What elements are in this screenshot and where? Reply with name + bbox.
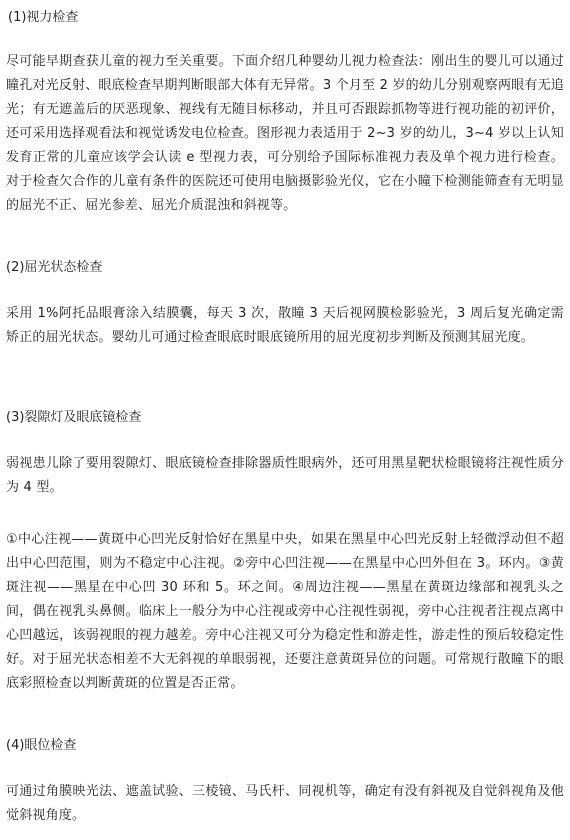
section-heading-slitlamp: (3)裂隙灯及眼底镜检查 [6,410,142,425]
paragraph-refraction: 采用 1%阿托品眼膏涂入结膜囊，每天 3 次，散瞳 3 天后视网膜检影验光，3 周后复光确定需矫正的屈光状态。婴幼儿可通过检查眼底时眼底镜所用的屈光度初步判断及预测其屈光度。 [6,306,564,345]
section-heading-refraction: (2)屈光状态检查 [6,260,103,275]
paragraph-vision: 尽可能早期查获儿童的视力至关重要。下面介绍几种婴幼儿视力检查法：刚出生的婴儿可以通过瞳孔对光反射、眼底检查早期判断眼部大体有无异常。3 个月至 2 岁的幼儿分别观察两眼有无追光；有无遮盖后的厌恶现象、视线有无随目标移动，并且可否跟踪抓物等进行视功能的初评价，还可采用选择观看法和视觉诱发电位检查。图形视力表适用于 2~3 岁的幼儿，3~4 岁以上认知发育正常的儿童应该学会认读 e 型视力表，可分别给予国际标准视力表及单个视力进行检查。对于检查欠合作的儿童有条件的医院还可使用电脑摄影验光仪，它在小瞳下检测能筛查有无明显的屈光不正、屈光参差、屈光介质混浊和斜视等。 [6,54,564,213]
paragraph-eye-position: 可通过角膜映光法、遮盖试验、三棱镜、马氏杆、同视机等，确定有没有斜视及自觉斜视角及他觉斜视角度。 [6,784,564,823]
paragraph-fixation-types: ①中心注视——黄斑中心凹光反射恰好在黑星中央，如果在黑星中心凹光反射上轻微浮动但不超出中心凹范围，则为不稳定中心注视。②旁中心凹注视——在黑星中心凹外但在 3。环内。③黄斑注视——黑星在中心凹 30 环和 5。环之间。④周边注视——黑星在黄斑边缘部和视乳头之间，偶在视乳头鼻侧。临床上一般分为中心注视或旁中心注视性弱视，旁中心注视者注视点离中心凹越远，该弱视眼的视力越差。旁中心注视又可分为稳定性和游走性，游走性的预后较稳定性好。对于屈光状态相差不大无斜视的单眼弱视，还要注意黄斑异位的问题。可常规行散瞳下的眼底彩照检查以判断黄斑的位置是否正常。 [6,532,564,691]
section-heading-eye-position: (4)眼位检查 [6,738,77,753]
section-heading-vision: (1)视力检查 [8,10,79,25]
paragraph-slitlamp: 弱视患儿除了要用裂隙灯、眼底镜检查排除器质性眼病外，还可用黑星靶状检眼镜将注视性质分为 4 型。 [6,456,564,495]
